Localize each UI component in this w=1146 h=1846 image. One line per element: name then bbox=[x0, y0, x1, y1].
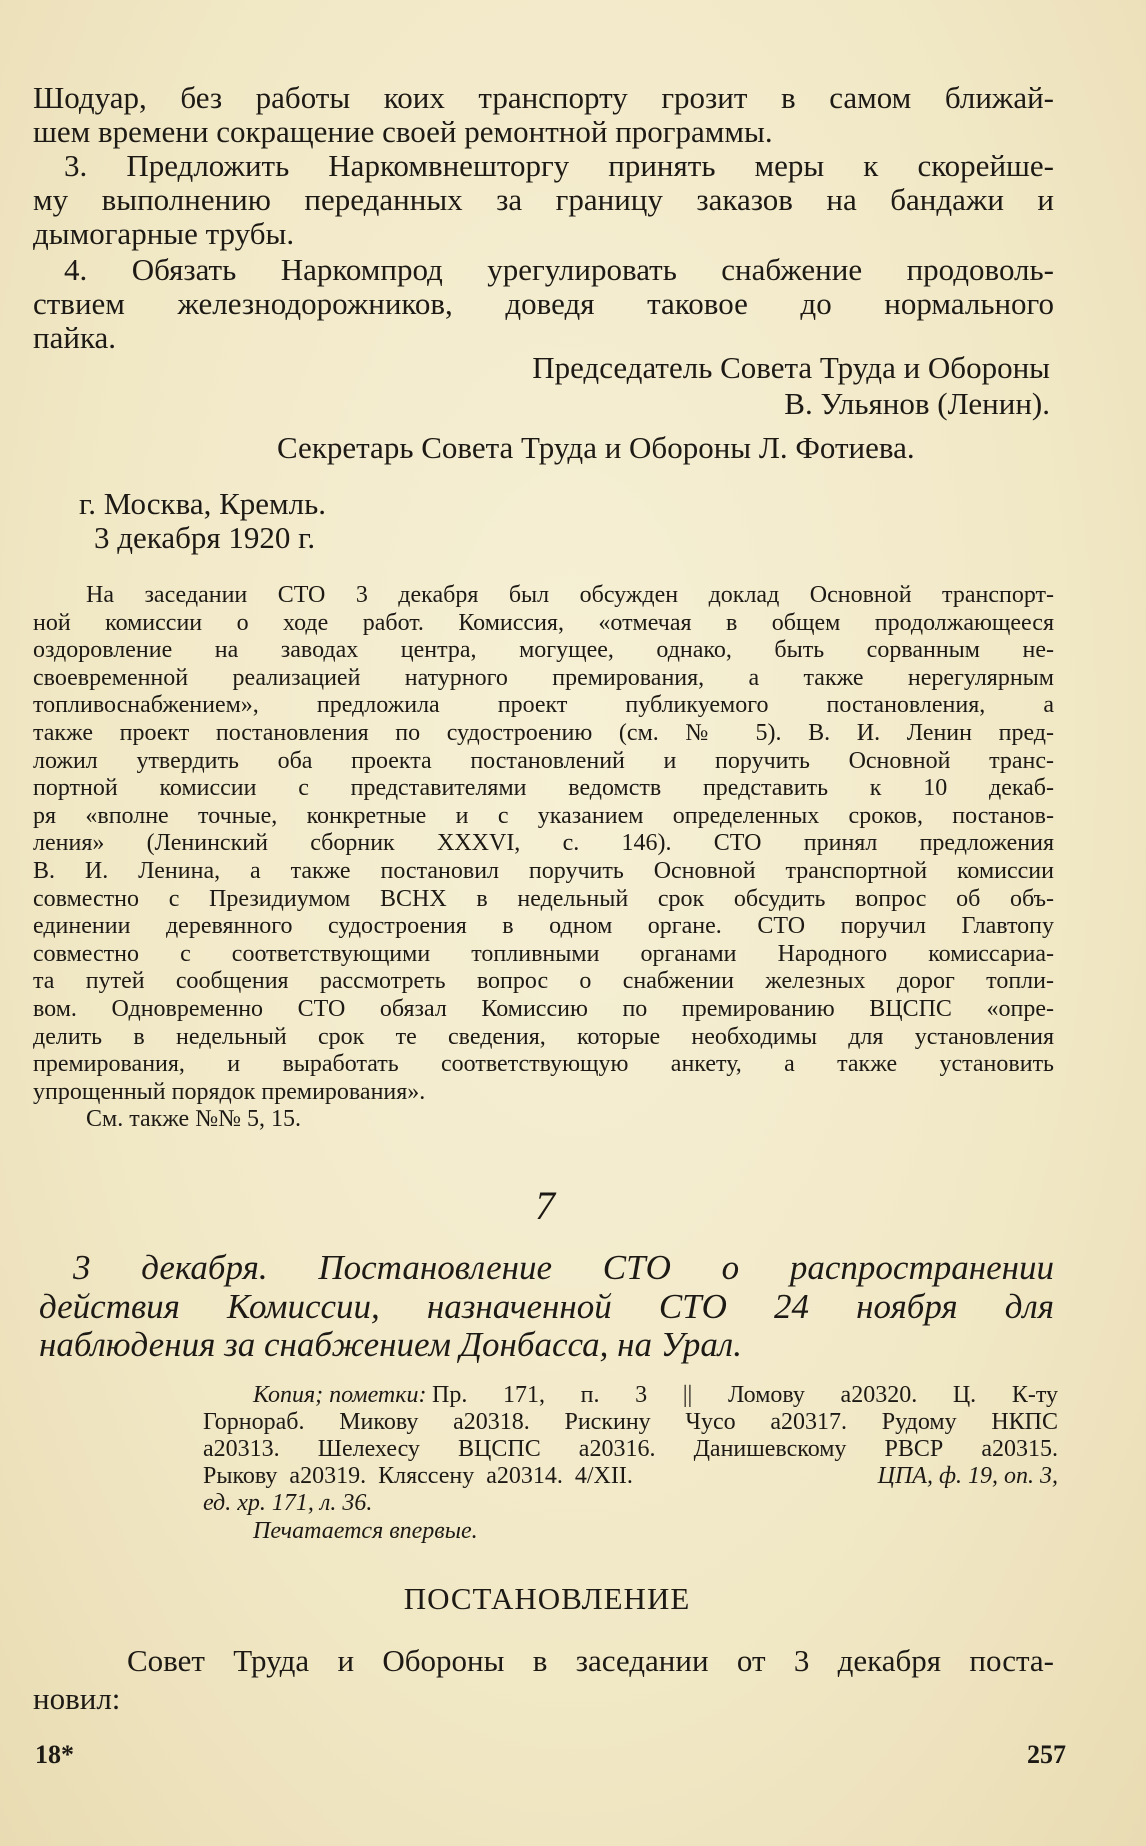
resolution-text-line: новил: bbox=[33, 1681, 121, 1716]
archive-reference: ЦПА, ф. 19, оп. 3, bbox=[877, 1463, 1058, 1489]
document-heading-line: 3 декабря. Постановление СТО о распространении bbox=[73, 1248, 1054, 1287]
document-heading-line: наблюдения за снабжением Донбасса, на Урал. bbox=[39, 1325, 742, 1364]
page-number: 257 bbox=[1027, 1740, 1066, 1769]
commentary-line: та путей сообщения рассмотреть вопрос о снабжении железных дорог топли- bbox=[33, 968, 1054, 995]
archive-note-label: Копия; пометки: bbox=[253, 1382, 427, 1408]
chairman-title: Председатель Совета Труда и Обороны bbox=[532, 350, 1050, 385]
commentary-line: единении деревянного судостроения в одном органе. СТО поручил Главтопу bbox=[33, 913, 1054, 940]
document-heading-line: действия Комиссии, назначенной СТО 24 ноября для bbox=[39, 1287, 1054, 1326]
commentary-line: портной комиссии с представителями ведомств представить к 10 декаб- bbox=[33, 775, 1054, 802]
commentary-line: совместно с соответствующими топливными органами Народного комиссариа- bbox=[33, 940, 1054, 967]
commentary-line: В. И. Ленина, а также постановил поручить Основной транспортной комиссии bbox=[33, 858, 1054, 884]
commentary-line: премирования, и выработать соответствующую анкету, а также установить bbox=[33, 1051, 1054, 1078]
date-line: 3 декабря 1920 г. bbox=[94, 520, 316, 555]
body-text-line: пайка. bbox=[33, 320, 117, 355]
place-line: г. Москва, Кремль. bbox=[79, 486, 327, 521]
commentary-line: упрощенный порядок премирования». bbox=[33, 1078, 426, 1105]
archive-note-line: Горнораб. Микову а20318. Рискину Чусо а20317. Рудому НКПС bbox=[203, 1409, 1058, 1435]
archive-note-line: ед. хр. 171, л. 36. bbox=[203, 1490, 373, 1516]
commentary-line: также проект постановления по судостроению (см. № 5). В. И. Ленин пред- bbox=[33, 720, 1054, 746]
secretary-signature: Секретарь Совета Труда и Обороны Л. Фотиева. bbox=[277, 430, 915, 465]
commentary-line: совместно с Президиумом ВСНХ в недельный срок обсудить вопрос об объ- bbox=[33, 885, 1054, 912]
publication-note: Печатается впервые. bbox=[253, 1518, 478, 1544]
commentary-line: делить в недельный срок те сведения, которые необходимы для установления bbox=[33, 1023, 1054, 1050]
chairman-name: В. Ульянов (Ленин). bbox=[784, 386, 1050, 421]
body-text-line: 4. Обязать Наркомпрод урегулировать снабжение продоволь- bbox=[64, 252, 1054, 287]
body-text-line: шем времени сокращение своей ремонтной программы. bbox=[33, 114, 773, 149]
commentary-line: ной комиссии о ходе работ. Комиссия, «отмечая в общем продолжающееся bbox=[33, 609, 1054, 636]
commentary-line: ря «вполне точные, конкретные и с указанием определенных сроков, постанов- bbox=[33, 802, 1054, 829]
archive-note-line: Рыкову а20319. Кляссену а20314. 4/XII. bbox=[203, 1463, 633, 1489]
commentary-line: На заседании СТО 3 декабря был обсужден доклад Основной транспорт- bbox=[86, 582, 1054, 608]
document-number: 7 bbox=[535, 1183, 555, 1228]
commentary-line: оздоровление на заводах центра, могущее, однако, быть сорванным не- bbox=[33, 637, 1054, 664]
body-text-line: Шодуар, без работы коих транспорту грозит в самом ближай- bbox=[33, 80, 1054, 115]
archive-note-line: Пр. 171, п. 3 || Ломову а20320. Ц. К-ту bbox=[432, 1382, 1058, 1408]
commentary-line: ложил утвердить оба проекта постановлений и поручить Основной транс- bbox=[33, 747, 1054, 774]
archive-note-line: а20313. Шелехесу ВЦСПС а20316. Данишевскому РВСР а20315. bbox=[203, 1436, 1058, 1462]
body-text-line: ствием железнодорожников, доведя таковое до нормального bbox=[33, 286, 1054, 321]
commentary-line: вом. Одновременно СТО обязал Комиссию по премированию ВЦСПС «опре- bbox=[33, 996, 1054, 1022]
body-text-line: дымогарные трубы. bbox=[33, 216, 295, 251]
commentary-line: ления» (Ленинский сборник XXXVI, с. 146). СТО принял предложения bbox=[33, 830, 1054, 857]
resolution-text-line: Совет Труда и Обороны в заседании от 3 декабря поста- bbox=[127, 1643, 1054, 1678]
body-text-line: му выполнению переданных за границу заказов на бандажи и bbox=[33, 182, 1054, 217]
body-text-line: 3. Предложить Наркомвнешторгу принять меры к скорейше- bbox=[64, 148, 1054, 183]
see-also-reference: См. также №№ 5, 15. bbox=[86, 1106, 302, 1133]
resolution-title: ПОСТАНОВЛЕНИЕ bbox=[403, 1581, 691, 1616]
commentary-line: своевременной реализацией натурного премирования, а также нерегулярным bbox=[33, 664, 1054, 691]
signature-mark: 18* bbox=[35, 1740, 74, 1769]
commentary-line: топливоснабжением», предложила проект публикуемого постановления, а bbox=[33, 692, 1054, 719]
